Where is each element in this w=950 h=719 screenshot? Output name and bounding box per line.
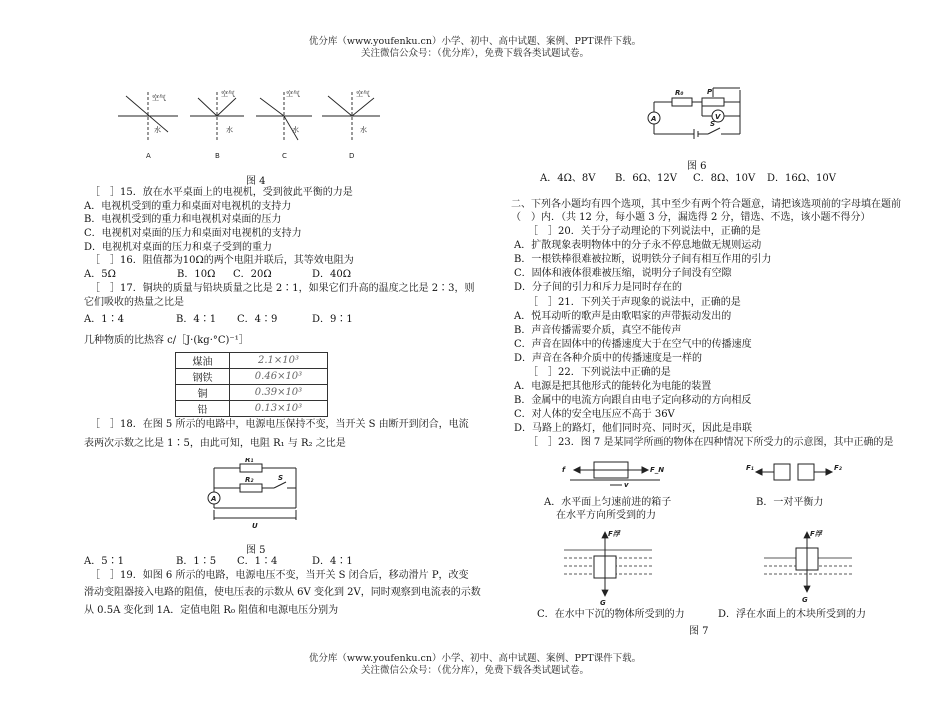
fig4-water-label-b: 水 (226, 126, 233, 134)
header-line-2: 关注微信公众号：（优分库），免费下载各类试题试卷。 (360, 48, 589, 59)
figure-6-caption: 图 6 (687, 161, 707, 172)
q20-option-d: D．分子间的引力和斥力是同时存在的 (514, 282, 683, 293)
fig7b-f1-label: F₁ (746, 464, 754, 472)
fig5-voltage-label: U (252, 522, 258, 530)
q18-option-c: C．1∶4 (237, 556, 278, 567)
q23-option-a-line-1: A．水平面上匀速前进的箱子 (544, 497, 672, 508)
q17-option-b: B．4∶1 (176, 314, 217, 325)
q18-option-b: B．1∶5 (176, 556, 217, 567)
fig4-label-b: B (215, 152, 220, 160)
table-row (176, 353, 328, 369)
specific-heat-table (175, 352, 328, 417)
q15-option-a: A．电视机受到的重力和桌面对电视机的支持力 (84, 201, 292, 212)
q23-option-a-line-2: 在水平方向所受到的力 (556, 510, 656, 521)
table-cell-value: 0.39×10³ (230, 385, 328, 401)
table-cell-value: 0.13×10³ (230, 401, 328, 417)
table-row (176, 385, 328, 401)
fig4-water-label-a: 水 (154, 126, 161, 134)
q17-option-a: A．1∶4 (84, 314, 124, 325)
q19-option-b: B．6Ω、12V (615, 173, 677, 184)
fig4-label-d: D (349, 152, 355, 160)
q16-stem: ［ ］16．阻值都为10Ω的两个电阻并联后，其等效电阻为 (90, 255, 354, 266)
header-line-1: 优分库（www.youfenku.cn）小学、初中、高中试题、案例、PPT课件下载。 (308, 36, 642, 47)
fig6-switch-label: S (710, 120, 716, 128)
q15-option-c: C．电视机对桌面的压力和桌面对电视机的支持力 (84, 228, 302, 239)
q19-stem-line-1: ［ ］19．如图 6 所示的电路，电源电压不变，当开关 S 闭合后，移动滑片 P，改变 (90, 570, 469, 581)
table-cell-value: 0.46×10³ (230, 369, 328, 385)
section-2-line-2: （ ）内．（共 12 分，每小题 3 分，漏选得 2 分，错选、不选，该小题不得分） (511, 212, 871, 223)
q16-option-d: D．40Ω (312, 269, 352, 280)
fig6-slider-label: P (707, 88, 713, 96)
fig4-label-a: A (146, 152, 151, 160)
q17-option-c: C．4∶9 (237, 314, 278, 325)
fig5-r2-label: R₂ (245, 476, 254, 484)
q17-stem-line-1: ［ ］17．铜块的质量与铅块质量之比是 2∶1，如果它们升高的温度之比是 2∶3，则 (90, 283, 475, 294)
fig4-diagram-a (118, 92, 178, 142)
table-cell-value: 2.1×10³ (230, 353, 328, 369)
q19-stem-line-2: 滑动变阻器接入电路的阻值，使电压表的示数从 6V 变化到 2V，同时观察到电流表的示数 (84, 587, 481, 598)
fig4-water-label-d: 水 (360, 126, 367, 134)
fig4-air-label-a: 空气 (152, 94, 166, 102)
q18-option-d: D．4∶1 (312, 556, 353, 567)
q20-option-c: C．固体和液体很难被压缩，说明分子间没有空隙 (514, 268, 732, 279)
fig6-ammeter-label: A (651, 115, 657, 123)
table-row (176, 401, 328, 417)
figure-5-caption: 图 5 (246, 545, 266, 556)
fig7d-gravity-label: G (802, 596, 808, 604)
q21-option-d: D．声音在各种介质中的传播速度是一样的 (514, 353, 703, 364)
fig4-air-label-d: 空气 (356, 90, 370, 98)
figure-7b-balanced (746, 458, 846, 488)
fig5-ammeter-label: A (211, 495, 217, 503)
fig7a-force-label: F_N (650, 466, 665, 474)
q22-option-a: A．电源是把其他形式的能转化为电能的装置 (514, 381, 712, 392)
section-2-line-1: 二、下列各小题均有四个选项，其中至少有两个符合题意，请把该选项前的字母填在题前 (511, 199, 901, 210)
figure-5-circuit (200, 458, 310, 530)
q18-stem-line-2: 表两次示数之比是 1∶5，由此可知，电阻 R₁ 与 R₂ 之比是 (84, 438, 346, 449)
fig4-diagram-d (322, 92, 380, 142)
fig4-air-label-c: 空气 (286, 90, 300, 98)
q20-stem: ［ ］20．关于分子动理论的下列说法中，正确的是 (528, 226, 761, 237)
fig7c-buoyancy-label: F浮 (608, 530, 620, 538)
fig5-r1-label: R₁ (245, 458, 254, 464)
q15-option-d: D．电视机对桌面的压力和桌子受到的重力 (84, 242, 273, 253)
table-row (176, 369, 328, 385)
q16-option-a: A．5Ω (84, 269, 116, 280)
q23-stem: ［ ］23．图 7 是某同学所画的物体在四种情况下所受力的示意图，其中正确的是 (528, 437, 894, 448)
figure-7a-box (560, 458, 680, 488)
table-cell-name: 钢铁 (176, 369, 230, 385)
q20-option-b: B．一根铁棒很难被拉断，说明铁分子间有相互作用的引力 (514, 254, 772, 265)
q19-option-d: D．16Ω、10V (767, 173, 836, 184)
q21-option-a: A．悦耳动听的歌声是由歌唱家的声带振动发出的 (514, 311, 732, 322)
table-cell-name: 铜 (176, 385, 230, 401)
footer-line-1: 优分库（www.youfenku.cn）小学、初中、高中试题、案例、PPT课件下载。 (308, 653, 642, 664)
fig4-label-c: C (282, 152, 287, 160)
fig7b-f2-label: F₂ (834, 464, 842, 472)
heat-table-title: 几种物质的比热容 c/［J·(kg·°C)⁻¹］ (84, 335, 249, 346)
table-cell-name: 煤油 (176, 353, 230, 369)
q23-option-d: D．浮在水面上的木块所受到的力 (718, 609, 867, 620)
q17-stem-line-2: 它们吸收的热量之比是 (84, 297, 184, 308)
q21-option-b: B．声音传播需要介质，真空不能传声 (514, 325, 682, 336)
fig7c-gravity-label: G (600, 599, 606, 606)
q19-stem-line-3: 从 0.5A 变化到 1A．定值电阻 R₀ 阻值和电源电压分别为 (84, 605, 339, 616)
figure-7c-sinking (560, 522, 656, 606)
q16-option-c: C．20Ω (233, 269, 272, 280)
table-cell-name: 铅 (176, 401, 230, 417)
q22-option-c: C．对人体的安全电压应不高于 36V (514, 409, 675, 420)
q15-stem: ［ ］15．放在水平桌面上的电视机，受到彼此平衡的力是 (90, 187, 353, 198)
fig4-diagram-c (256, 92, 312, 142)
fig4-diagram-b (190, 92, 244, 142)
q22-stem: ［ ］22．下列说法中正确的是 (528, 367, 671, 378)
fig4-water-label-c: 水 (292, 126, 299, 134)
figure-6-circuit (642, 84, 752, 146)
q23-option-c: C．在水中下沉的物体所受到的力 (537, 609, 685, 620)
q17-option-d: D．9∶1 (312, 314, 353, 325)
q22-option-b: B．金属中的电流方向跟自由电子定向移动的方向相反 (514, 395, 752, 406)
fig7d-buoyancy-label: F浮 (810, 530, 822, 538)
figure-4-refraction (118, 86, 388, 164)
q16-option-b: B．10Ω (177, 269, 216, 280)
q21-stem: ［ ］21．下列关于声现象的说法中，正确的是 (528, 297, 741, 308)
q18-stem-line-1: ［ ］18．在图 5 所示的电路中，电源电压保持不变，当开关 S 由断开到闭合，电流 (90, 419, 469, 430)
fig7a-friction-label: f (562, 466, 566, 474)
fig7a-velocity-label: v (624, 481, 629, 488)
q23-option-b: B．一对平衡力 (756, 497, 824, 508)
q19-option-c: C．8Ω、10V (693, 173, 756, 184)
q19-option-a: A．4Ω、8V (540, 173, 596, 184)
figure-7d-floating (760, 522, 856, 606)
footer-line-2: 关注微信公众号：（优分库），免费下载各类试题试卷。 (360, 665, 589, 676)
fig4-air-label-b: 空气 (221, 90, 235, 98)
q18-option-a: A．5∶1 (84, 556, 124, 567)
q22-option-d: D．马路上的路灯，他们同时亮、同时灭，因此是串联 (514, 423, 753, 434)
fig6-r0-label: R₀ (675, 89, 684, 97)
q21-option-c: C．声音在固体中的传播速度大于在空气中的传播速度 (514, 339, 752, 350)
q20-option-a: A．扩散现象表明物体中的分子永不停息地做无规则运动 (514, 240, 762, 251)
figure-7-caption: 图 7 (689, 626, 709, 637)
fig5-switch-label: S (278, 474, 284, 482)
q15-option-b: B．电视机受到的重力和电视机对桌面的压力 (84, 214, 282, 225)
fig6-voltmeter-label: V (715, 113, 721, 121)
figure-4-caption: 图 4 (246, 176, 266, 187)
